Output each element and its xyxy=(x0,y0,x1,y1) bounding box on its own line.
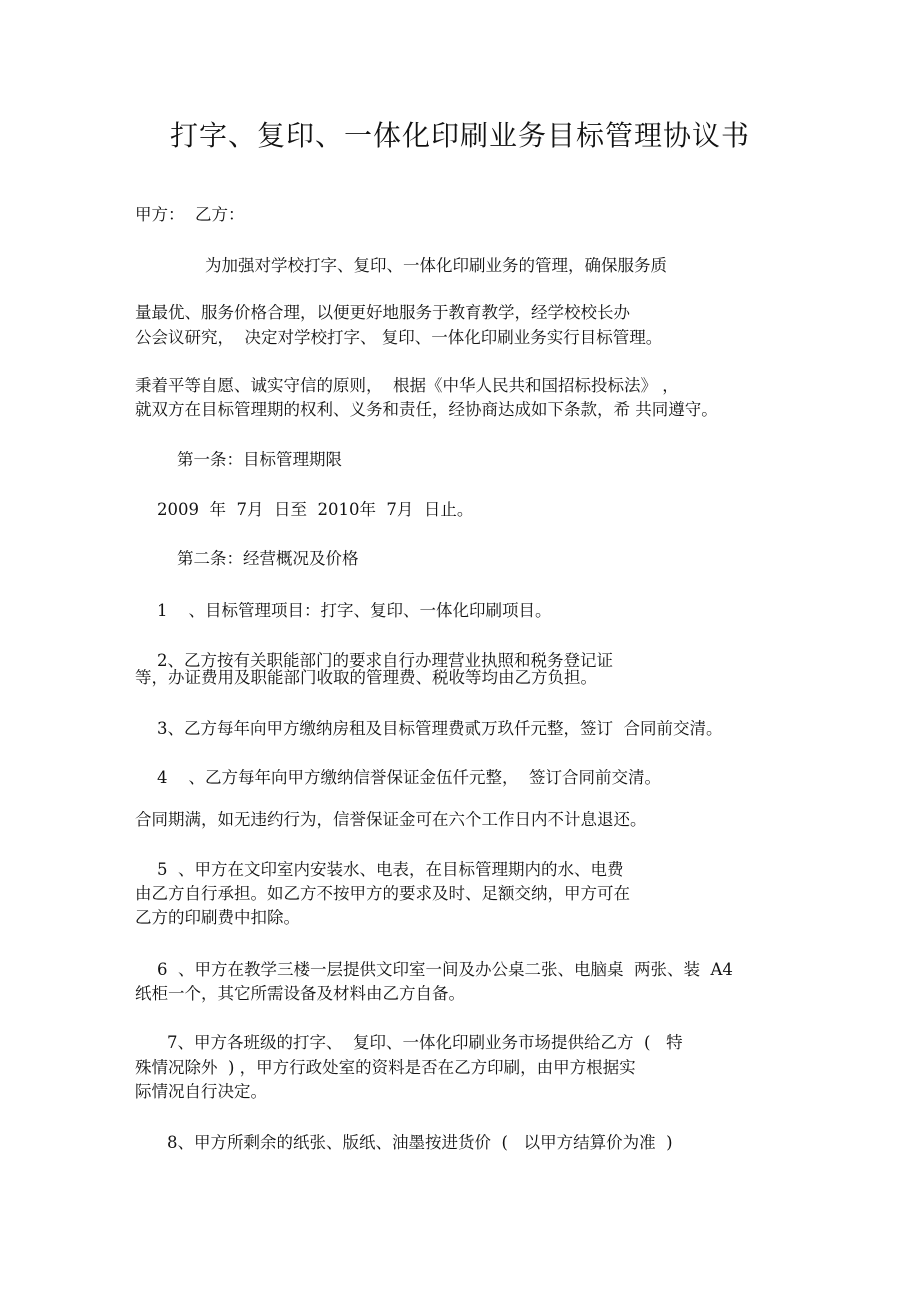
article2-item-5-cont: 乙方的印刷费中扣除。 xyxy=(135,908,300,927)
article2-item-4-cont: 合同期满，如无违约行为，信誉保证金可在六个工作日内不计息退还。 xyxy=(135,810,647,829)
article2-item-7: 7、甲方各班级的打字、 复印、一体化印刷业务市场提供给乙方 ( 特 xyxy=(167,1033,683,1052)
intro-paragraph-line: 为加强对学校打字、复印、一体化印刷业务的管理，确保服务质 xyxy=(205,256,667,275)
article2-item-5: 5 、甲方在文印室内安装水、电表，在目标管理期内的水、电费 xyxy=(157,860,624,879)
intro-paragraph-line: 公会议研究， 决定对学校打字、 复印、一体化印刷业务实行目标管理。 xyxy=(135,328,663,347)
article2-heading: 第二条：经营概况及价格 xyxy=(177,549,359,568)
article2-item-7-cont: 际情况自行决定。 xyxy=(135,1082,267,1101)
article2-item-4: 4 、乙方每年向甲方缴纳信誉保证金伍仟元整， 签订合同前交清。 xyxy=(157,768,661,787)
intro-paragraph-line: 量最优、服务价格合理，以便更好地服务于教育教学，经学校校长办 xyxy=(135,303,630,322)
article2-item-2-cont: 等，办证费用及职能部门收取的管理费、税收等均由乙方负担。 xyxy=(135,668,597,687)
article1-period: 2009 年 7月 日至 2010年 7月 日止。 xyxy=(157,500,474,519)
parties-line: 甲方： 乙方： xyxy=(135,205,245,224)
article2-item-1: 1 、目标管理项目：打字、复印、一体化印刷项目。 xyxy=(157,601,552,620)
document-title: 打字、复印、一体化印刷业务目标管理协议书 xyxy=(169,119,750,152)
article2-item-8: 8、甲方所剩余的纸张、版纸、油墨按进货价 ( 以甲方结算价为准 ) xyxy=(167,1133,673,1152)
intro-paragraph-line: 就双方在目标管理期的权利、义务和责任，经协商达成如下条款，希 共同遵守。 xyxy=(135,400,718,419)
article1-heading: 第一条：目标管理期限 xyxy=(177,450,342,469)
intro-paragraph-line: 秉着平等自愿、诚实守信的原则， 根据《中华人民共和国招标投标法》 ， xyxy=(135,376,679,395)
article2-item-6-cont: 纸柜一个，其它所需设备及材料由乙方自备。 xyxy=(135,984,465,1003)
article2-item-3: 3、乙方每年向甲方缴纳房租及目标管理费贰万玖仟元整，签订 合同前交清。 xyxy=(157,719,723,738)
article2-item-6: 6 、甲方在教学三楼一层提供文印室一间及办公桌二张、电脑桌 两张、装 A4 xyxy=(157,960,733,979)
article2-item-5-cont: 由乙方自行承担。如乙方不按甲方的要求及时、足额交纳，甲方可在 xyxy=(135,884,630,903)
article2-item-7-cont: 殊情况除外 ) ，甲方行政处室的资料是否在乙方印刷，由甲方根据实 xyxy=(135,1058,636,1077)
article2-item-2: 2、乙方按有关职能部门的要求自行办理营业执照和税务登记证 xyxy=(157,651,613,670)
